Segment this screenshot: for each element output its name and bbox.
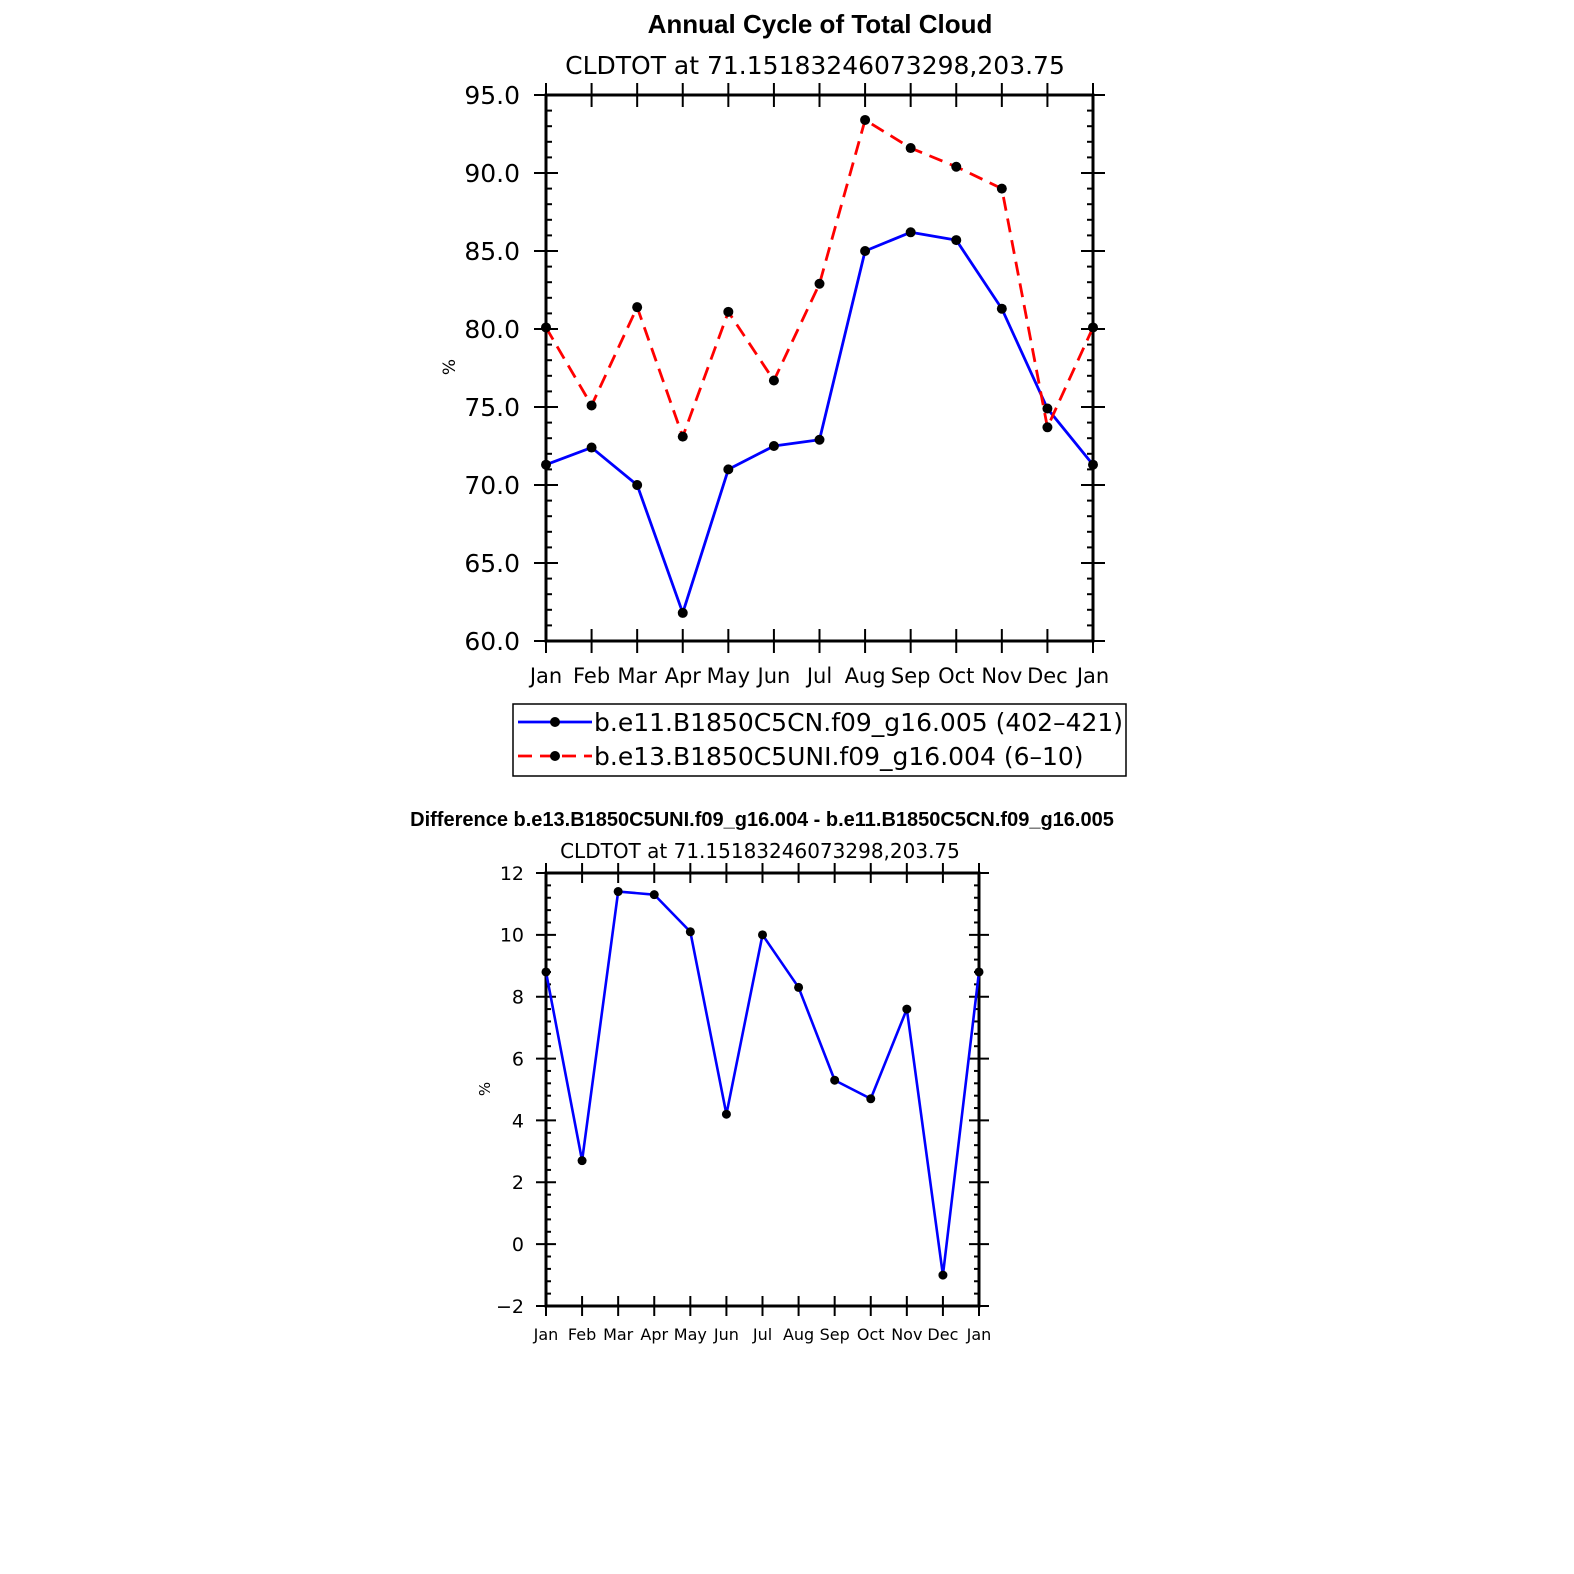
chart-2-xtick-label: Mar: [603, 1325, 634, 1344]
chart-2-series-1-point: [650, 890, 659, 899]
chart-1-series-2-line: [546, 120, 1093, 437]
chart-2-xtick-label: Jun: [713, 1325, 739, 1344]
chart-1-plot: [464, 81, 1109, 688]
chart-1-series-2-point: [860, 115, 870, 125]
chart-1-xtick-label: Oct: [938, 664, 975, 688]
chart-1-ytick-label: 75.0: [464, 393, 520, 422]
chart-1-series-2-point: [951, 162, 961, 172]
chart-1-series-1-point: [678, 608, 688, 618]
chart-1-ytick-label: 65.0: [464, 549, 520, 578]
chart-1-xtick-label: Aug: [844, 664, 886, 688]
chart-1-series-2-point: [723, 307, 733, 317]
legend-label-1: b.e11.B1850C5CN.f09_g16.005 (402–421): [594, 708, 1124, 737]
chart-2-subtitle: CLDTOT at 71.15183246073298,203.75: [560, 839, 960, 863]
chart-2-xtick-label: Jan: [533, 1325, 559, 1344]
chart-2-series-1-point: [542, 967, 551, 976]
chart-1-xtick-label: Sep: [890, 664, 931, 688]
legend-marker-1: [550, 717, 560, 727]
chart-2-plot: [496, 863, 991, 1344]
chart-2-ytick-label: 12: [499, 862, 524, 885]
chart-1-ytick-label: 90.0: [464, 159, 520, 188]
chart-2-ytick-label: 10: [499, 924, 524, 947]
chart-1-ytick-label: 80.0: [464, 315, 520, 344]
chart-2-series-1-point: [902, 1005, 911, 1014]
chart-1-series-2-point: [906, 143, 916, 153]
chart-1-frame: [546, 95, 1093, 641]
chart-2-series-1-point: [866, 1094, 875, 1103]
chart-2-series-1-point: [722, 1110, 731, 1119]
chart-2-xtick-label: Apr: [640, 1325, 669, 1344]
chart-2-xtick-label: Dec: [927, 1325, 959, 1344]
chart-2-ytick-label: −2: [495, 1295, 524, 1318]
chart-1-series-1-point: [951, 235, 961, 245]
chart-1-xtick-label: Jul: [806, 664, 833, 688]
chart-1-series-1-point: [541, 460, 551, 470]
chart-2-title: Difference b.e13.B1850C5UNI.f09_g16.004 - b.e11.B1850C5CN.f09_g16.005: [410, 809, 1114, 831]
chart-1-ylabel: %: [440, 358, 460, 376]
chart-1-subtitle: CLDTOT at 71.15183246073298,203.75: [565, 51, 1065, 80]
chart-2-ytick-label: 8: [511, 986, 524, 1009]
chart-1-ytick-label: 85.0: [464, 237, 520, 266]
chart-1-series-1-point: [906, 227, 916, 237]
chart-1-series-1-point: [1042, 404, 1052, 414]
chart-2-xtick-label: Sep: [819, 1325, 850, 1344]
chart-2-xtick-label: Nov: [891, 1325, 923, 1344]
chart-1-series-2-point: [678, 432, 688, 442]
chart-1-ytick-label: 70.0: [464, 471, 520, 500]
chart-1-series-1-point: [632, 480, 642, 490]
chart-1-xtick-label: May: [706, 664, 751, 688]
chart-1-series-1-line: [546, 232, 1093, 613]
chart-1-series-2-point: [541, 322, 551, 332]
chart-1-xtick-label: Feb: [572, 664, 611, 688]
chart-1-series-1-point: [587, 443, 597, 453]
chart-1-series-1-point: [723, 464, 733, 474]
chart-1-xtick-label: Jun: [757, 664, 791, 688]
chart-2-series-1-point: [578, 1156, 587, 1165]
chart-2-series-1-point: [975, 967, 984, 976]
chart-2-ytick-label: 6: [511, 1048, 524, 1071]
chart-2-ytick-label: 0: [511, 1233, 524, 1256]
chart-1-xtick-label: Jan: [529, 664, 563, 688]
chart-1-series-1-point: [769, 441, 779, 451]
chart-1-series-2-point: [769, 375, 779, 385]
chart-2-ytick-label: 4: [511, 1110, 524, 1133]
chart-1-ytick-label: 95.0: [464, 81, 520, 110]
chart-1-series-2-point: [815, 279, 825, 289]
chart-1-series-2-point: [997, 184, 1007, 194]
legend-label-2: b.e13.B1850C5UNI.f09_g16.004 (6–10): [594, 742, 1084, 771]
legend-marker-2: [550, 751, 560, 761]
chart-1-series-2-point: [587, 400, 597, 410]
chart-2-series-1-point: [938, 1271, 947, 1280]
chart-1-xtick-label: Nov: [981, 664, 1023, 688]
chart-2-xtick-label: Jul: [752, 1325, 773, 1344]
chart-1-series-2-point: [1088, 322, 1098, 332]
chart-1-ytick-label: 60.0: [464, 627, 520, 656]
chart-1-series-1-point: [860, 246, 870, 256]
chart-2-xtick-label: Feb: [567, 1325, 597, 1344]
chart-2-series-1-point: [614, 887, 623, 896]
chart-2-series-1-point: [830, 1076, 839, 1085]
chart-2-xtick-label: Aug: [782, 1325, 815, 1344]
chart-1-series-1-point: [997, 304, 1007, 314]
chart-1-series-2-point: [1042, 422, 1052, 432]
chart-1-series-1-point: [815, 435, 825, 445]
chart-1-series-2-point: [632, 302, 642, 312]
chart-1-xtick-label: Dec: [1027, 664, 1068, 688]
chart-2-series-1-line: [546, 892, 979, 1276]
chart-1-title: Annual Cycle of Total Cloud: [647, 9, 993, 39]
chart-2-xtick-label: Oct: [856, 1325, 885, 1344]
chart-2-series-1-point: [686, 927, 695, 936]
chart-2-series-1-point: [794, 983, 803, 992]
chart-1-xtick-label: Apr: [664, 664, 701, 688]
chart-2-xtick-label: May: [673, 1325, 707, 1344]
chart-1-xtick-label: Mar: [617, 664, 657, 688]
chart-2-xtick-label: Jan: [966, 1325, 992, 1344]
chart-1-series-1-point: [1088, 460, 1098, 470]
chart-2-ylabel: %: [476, 1081, 494, 1097]
chart-1-xtick-label: Jan: [1076, 664, 1110, 688]
chart-1-legend: [513, 704, 1126, 776]
chart-2-ytick-label: 2: [511, 1172, 524, 1195]
chart-2-series-1-point: [758, 930, 767, 939]
